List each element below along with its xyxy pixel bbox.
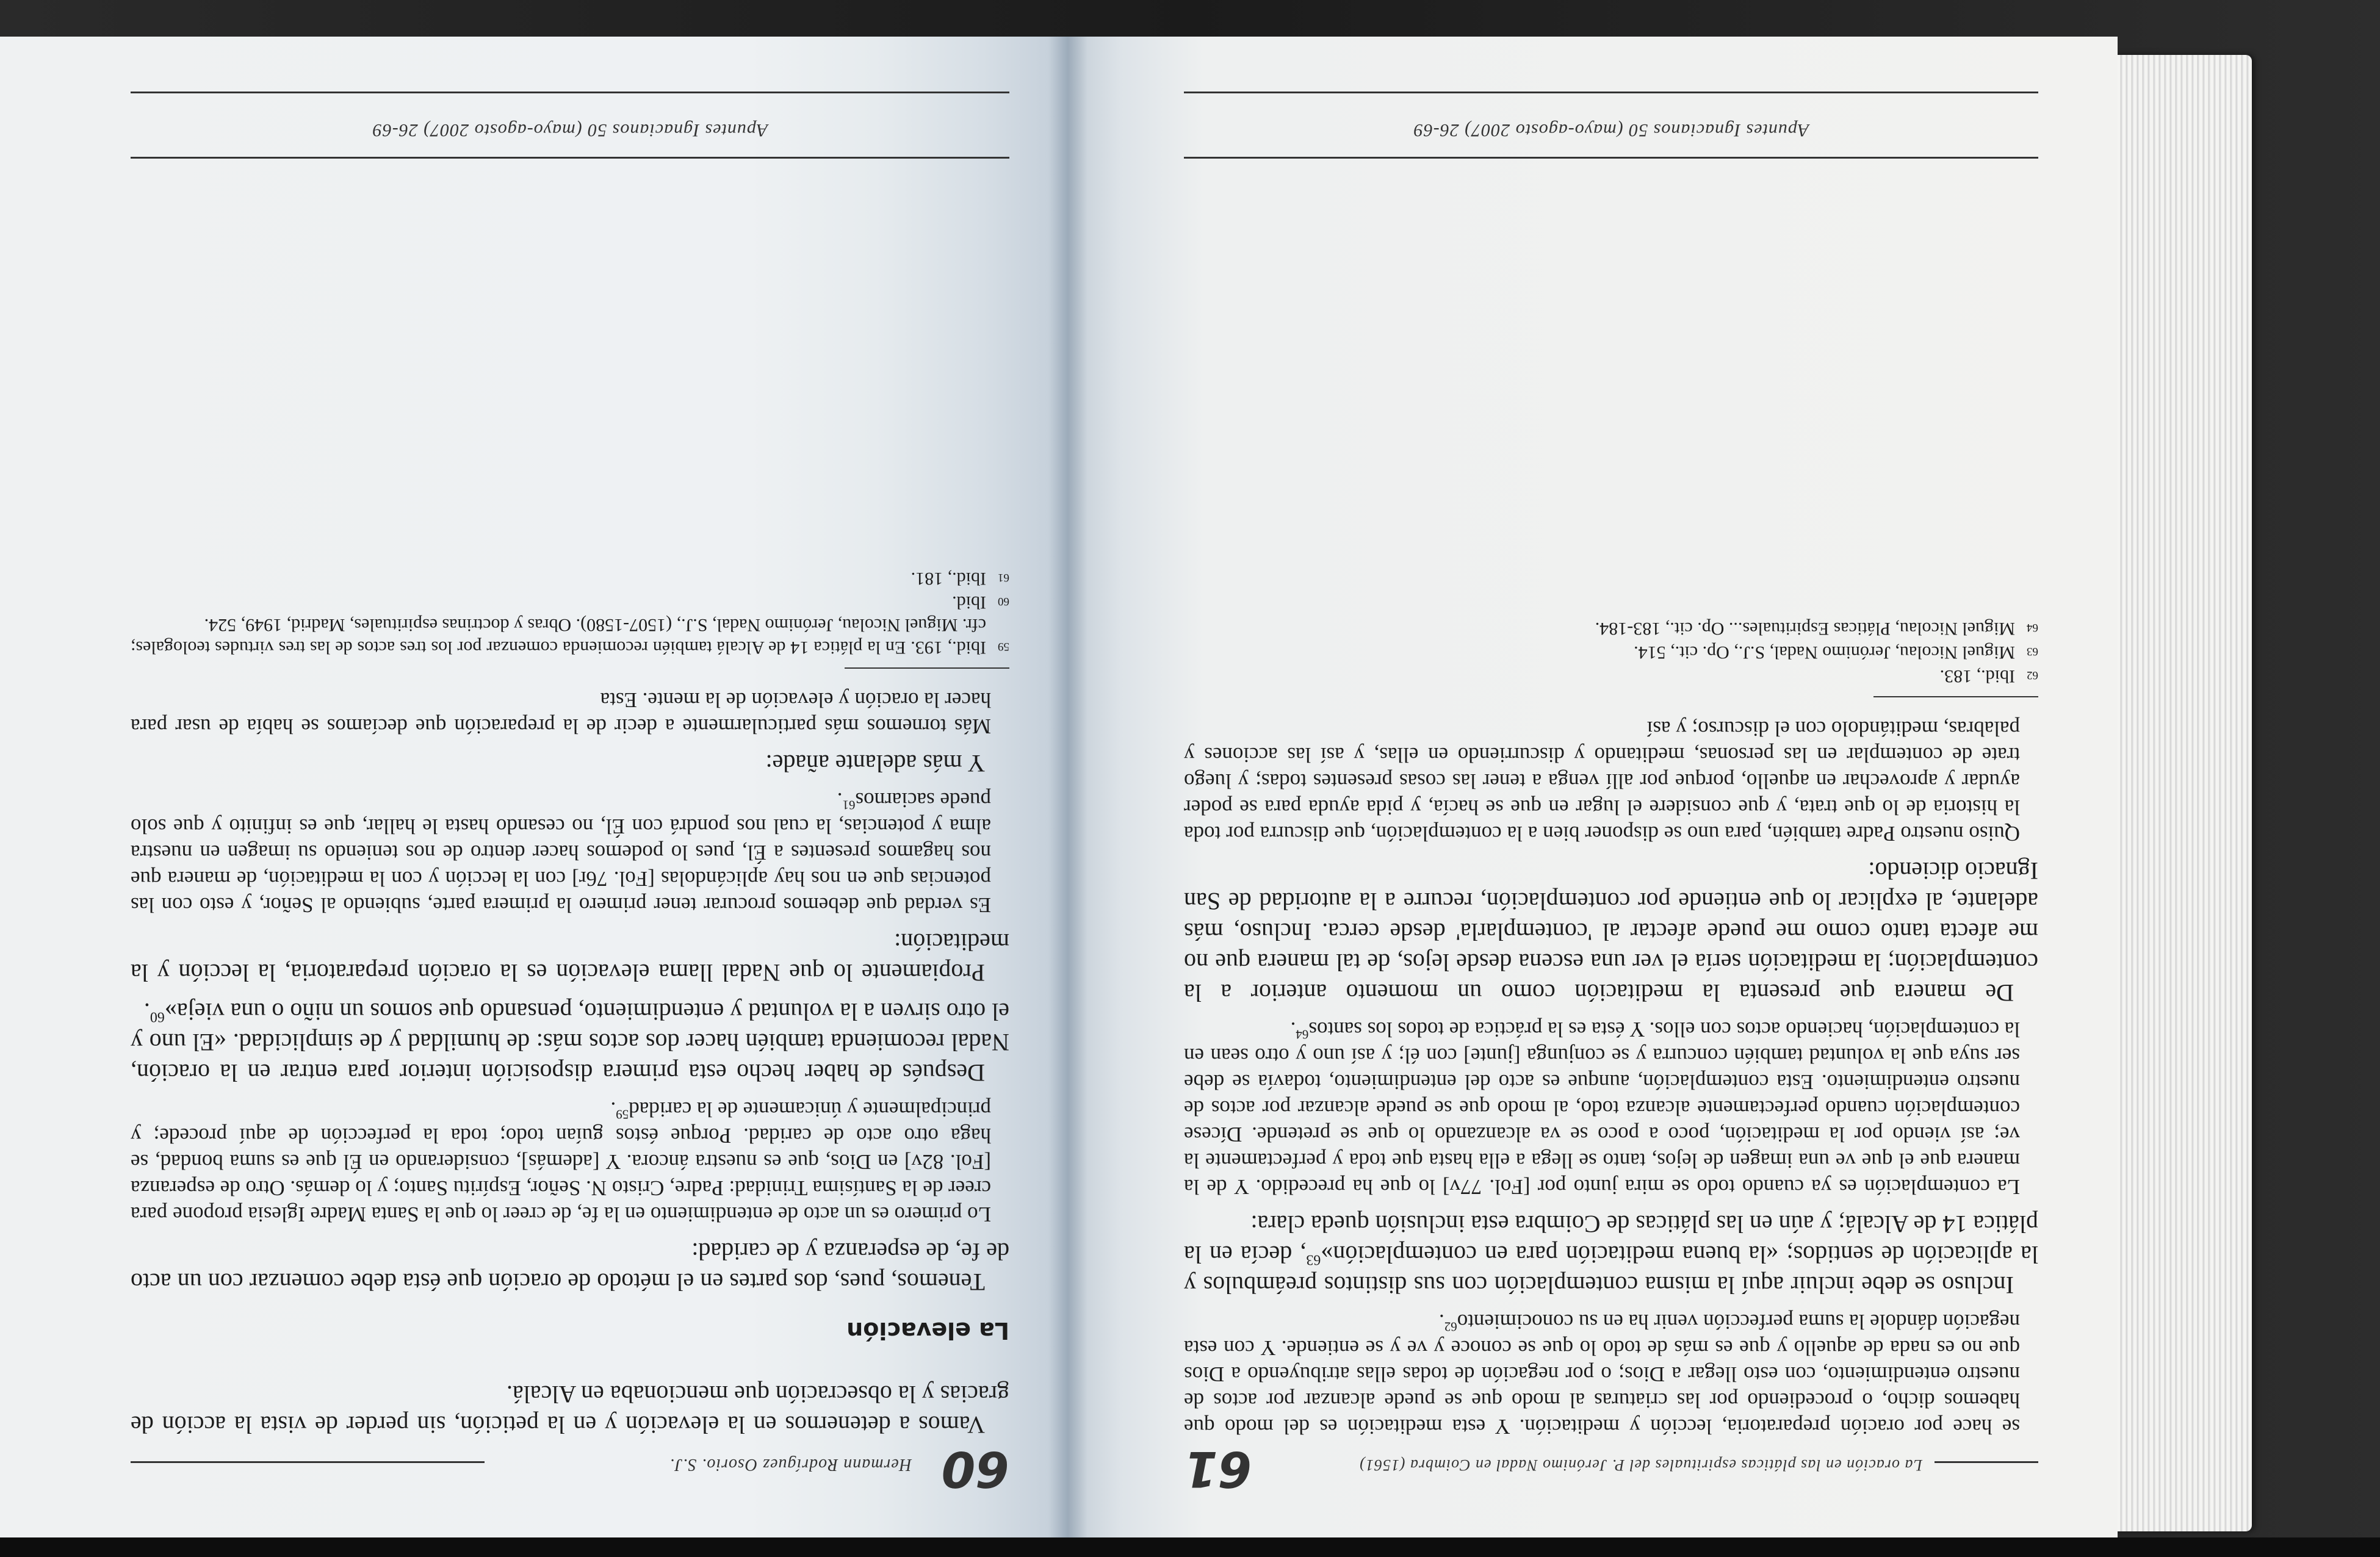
- left-page: [0, 37, 1068, 1537]
- footnote: [1184, 640, 2038, 664]
- right-page-rotated-content: [1068, 37, 2118, 1537]
- footnote: [1184, 616, 2038, 640]
- footer-rule-top: [131, 157, 1009, 159]
- section-title: La elevación: [846, 1317, 1009, 1344]
- footnote-text: Ibid., 181.: [911, 569, 986, 589]
- footer-rule-top: [1184, 157, 2038, 159]
- footnote-ref: 62: [1444, 1319, 1457, 1334]
- left-page-body: [131, 687, 1009, 1440]
- footnote: [1184, 664, 2038, 688]
- left-page-rotated-content: [0, 37, 1068, 1537]
- footnote-number: 61: [998, 571, 1009, 584]
- quote-text: Es verdad que debemos procurar tener primero la primera parte, subiendo al Señor, y esto con las potencias que en nos hay aplicándolas [Fol. 76r] con la lección y con la meditación, de manera que nos hagamos presentes a Él, pues lo podemos hacer dentro de nos teniendo su imagen en nuestra alma y potencias, la cual nos pondrá con Él, no cesando hasta le hallar, que es infinito y que solo puede saciarnos: [131, 788, 991, 917]
- left-page-footer: [131, 92, 1009, 159]
- block-quote: se hace por oración preparatoria, lección y meditación. Y esta meditación es del modo que habemos dicho, o procediendo por las criaturas al modo que se puede alcanzar por actos de nuestro entendimiento, con esto llegar a Dios; o por negación de todas ellas atribuyendo a Dios que no es nada de aquello y que es más de todo lo que se conoce y ve y se entiende. Y con esta negación dándole la suma perfección venir ha en su conocimiento$^{62}$.: [1184, 1310, 2020, 1439]
- footnote-separator: [845, 667, 1009, 669]
- quote-text: La contemplación es ya cuando todo se mira junto por [Fol. 77v] lo que ha precedido. Y de la manera que el que ve una imagen de lejos, tanto se llega a ella hasta que toda y perfectamente la ve; así viendo por la meditación, poco a poco se va alcanzando lo que se pretende. Dícese contemplación cuando perfectamente alcanza todo, al modo que se puede alcanzar por actos de nuestro entendimiento. Esta contemplación, aunque es acto del entendimiento, todavía se debe ser suya que la voluntad también concurra y se conjunga [junte] con él; y así uno y otro sean en la contemplación, haciendo actos con ellos. Y ésta es la práctica de todos los santos: [1184, 1018, 2020, 1199]
- page-number-61: 61: [1184, 1440, 1252, 1497]
- paragraph: Después de haber hecho esta primera disposición interior para entrar en la oración, Nadal recomienda también hacer dos actos más: de humildad y de simplicidad. «El uno y el otro sirven a la voluntad y entendimiento, pensando que somos un niño o una vieja»$^{60}$.: [131, 998, 1009, 1087]
- journal-footer: Apuntes Ignacianos 50 (mayo-agosto 2007) 26-69: [1413, 120, 1809, 140]
- right-page-header: [1184, 1440, 2038, 1495]
- footnote-ref: 60: [150, 1009, 165, 1025]
- paragraph-text: Incluso se debe incluir aquí la misma contemplación con sus distintos preámbulos y la aplicación de sentidos; «la buena meditación para en contemplación»: [1184, 1241, 2038, 1299]
- block-quote: La contemplación es ya cuando todo se mira junto por [Fol. 77v] lo que ha precedido. Y de la manera que el que ve una imagen de lejos, tanto se llega a ella hasta que toda y perfectamente la ve; así viendo por la meditación, poco a poco se va alcanzando lo que se pretende. Dícese contemplación cuando perfectamente alcanza todo, al modo que se puede alcanzar por actos de nuestro entendimiento. Esta contemplación, aunque es acto del entendimiento, todavía se debe ser suya que la voluntad también concurra y se conjunga [junte] con él; y así uno y otro sean en la contemplación, haciendo actos con ellos. Y ésta es la práctica de todos los santos$^{64}$.: [1184, 1018, 2020, 1199]
- paragraph-text: , decía en la plática 14 de Alcalá; y aún en las pláticas de Coimbra esta inclusión queda clara:: [1183, 1210, 2038, 1268]
- footnote-text: Ibid., 183.: [1939, 666, 2015, 686]
- left-page-header: [131, 1440, 1009, 1495]
- footnote-number: 60: [998, 595, 1009, 608]
- paragraph: Propiamente lo que Nadal llama elevación es la oración preparatoria, la lección y la meditación:: [131, 929, 1009, 987]
- block-quote: Más tornemos más particularmente a decir de la preparación que decíamos se había de usar para hacer la oración y elevación de la mente. Esta: [131, 688, 991, 738]
- left-page-content: [131, 566, 1009, 1495]
- book-spread: [0, 37, 2258, 1537]
- footnote-ref: 64: [1296, 1027, 1309, 1042]
- paragraph: Vamos a detenernos en la elevación y en la petición, sin perder de vista la acción de gracias y la obsecración que mencionaba en Alcalá.: [131, 1381, 1009, 1439]
- footnote-separator: [1873, 696, 2038, 697]
- footnote-text: Miguel Nicolau, Jerónimo Nadal, S.J., Op. cit., 514.: [1634, 642, 2015, 663]
- header-rule: [1935, 1461, 2038, 1463]
- paragraph: De manera que presenta la meditación como un momento anterior a la contemplación; la meditación sería el ver una escena desde lejos, de tal manera que no me afecta tanto como me puede afectar al 'contemplarla' desde cerca. Incluso, más adelante, al explicar lo que entiende por contemplación, recurre a la autoridad de San Ignacio diciendo:: [1184, 857, 2038, 1007]
- footnote-text: Ibid.: [952, 592, 986, 613]
- journal-footer: Apuntes Ignacianos 50 (mayo-agosto 2007) 26-69: [372, 120, 768, 140]
- page-number-60: 60: [941, 1440, 1009, 1497]
- footnote-number: 63: [2027, 645, 2038, 658]
- footnote-number: 64: [2027, 621, 2038, 634]
- block-quote: Quiso nuestro Padre también, para uno se disponer bien a la contemplación, que discurra por toda la historia de lo que trata, y que considere el lugar en que se hacía, y pida ayuda para se poder ayudar y aprovechar en aquello, porque por allí venga a tener las cosas presentes todas; y luego trate de contemplar en las personas, meditando y discurriendo en ellas, y así las acciones y palabras, meditándolo con el discurso; y así: [1184, 717, 2020, 846]
- block-quote: Lo primero es un acto de entendimiento en la fe, de creer lo que la Santa Madre Iglesia propone para creer de la Santísima Trinidad: Padre, Cristo N. Señor, Espíritu Santo; y lo demás. Otro de esperanza [Fol. 82v] en Dios, que es nuestra áncora. Y [además], considerando en Él que es suma bondad, se haga otro acto de caridad. Porque éstos guían todo; toda la perfección de aquí procede; y principalmente y únicamente de la caridad$^{59}$.: [131, 1098, 991, 1226]
- block-quote: Es verdad que debemos procurar tener primero la primera parte, subiendo al Señor, y esto con las potencias que en nos hay aplicándolas [Fol. 76r] con la lección y con la meditación, de manera que nos hagamos presentes a Él, pues lo podemos hacer dentro de nos teniendo su imagen en nuestra alma y potencias, la cual nos pondrá con Él, no cesando hasta le hallar, que es infinito y que solo puede saciarnos$^{61}$.: [131, 788, 991, 917]
- footnote-number: 62: [2027, 669, 2038, 681]
- right-page-body: [1184, 716, 2038, 1440]
- right-page-footer: [1184, 92, 2038, 159]
- footnote-ref: 61: [842, 797, 856, 813]
- paragraph: Y más adelante añade:: [765, 750, 985, 777]
- quote-text: Lo primero es un acto de entendimiento en la fe, de creer lo que la Santa Madre Iglesia propone para creer de la Santísima Trinidad: Padre, Cristo N. Señor, Espíritu Santo; y lo demás. Otro de esperanza [Fol. 82v] en Dios, que es nuestra áncora. Y [además], considerando en Él que es suma bondad, se haga otro acto de caridad. Porque éstos guían todo; toda la perfección de aquí procede; y principalmente y únicamente de la caridad: [131, 1098, 991, 1226]
- right-page-content: [1184, 616, 2038, 1495]
- footnote-ref: 59: [616, 1107, 629, 1122]
- paragraph: [1184, 1209, 2038, 1300]
- footnote-ref: 63: [1306, 1251, 1321, 1268]
- right-running-head: La oración en las pláticas espirituales del P. Jerónimo Nadal en Coimbra (1561): [1359, 1456, 1922, 1474]
- quote-text: se hace por oración preparatoria, lección y meditación. Y esta meditación es del modo que habemos dicho, o procediendo por las criaturas al modo que se puede alcanzar por actos de nuestro entendimiento, con esto llegar a Dios; o por negación de todas ellas atribuyendo a Dios que no es nada de aquello y que es más de todo lo que se conoce y ve y se entiende. Y con esta negación dándole la suma perfección venir ha en su conocimiento: [1184, 1310, 2020, 1439]
- scanner-bottom-strip: [0, 1537, 2380, 1557]
- right-footnotes: [1184, 616, 2038, 688]
- footnote-text: Miguel Nicolau, Pláticas Espirituales... Op. cit., 183-184.: [1595, 619, 2015, 639]
- header-rule: [131, 1461, 485, 1463]
- footnote: [131, 614, 1009, 659]
- book-gutter-shadow: [1048, 37, 1087, 1537]
- right-page: [1068, 37, 2118, 1537]
- footer-rule-bottom: [131, 92, 1009, 93]
- left-running-head: Hermann Rodríguez Osorio. S.J.: [669, 1455, 912, 1474]
- footnote: [131, 566, 1009, 590]
- footnote-number: 59: [998, 640, 1009, 653]
- footer-rule-bottom: [1184, 92, 2038, 93]
- footnote-text: Ibid., 193. En la plática 14 de Alcalá también recomienda comenzar por los tres actos de las tres virtudes teologales; cfr. Miguel Nicolau, Jerónimo Nadal, S.J., (1507-1580). Obras y doctrinas espirituales, Madrid, 1949, 524.: [131, 615, 986, 658]
- left-footnotes: [131, 566, 1009, 659]
- footnote: [131, 590, 1009, 614]
- paragraph: Tenemos, pues, dos partes en el método de oración que ésta debe comenzar con un acto de fe, de esperanza y de caridad:: [131, 1238, 1009, 1296]
- paragraph-text: Después de haber hecho esta primera disposición interior para entrar en la oración, Nadal recomienda también hacer dos actos más: de humildad y de simplicidad. «El uno y el otro sirven a la voluntad y entendimiento, pensando que somos un niño o una vieja»: [131, 998, 1009, 1087]
